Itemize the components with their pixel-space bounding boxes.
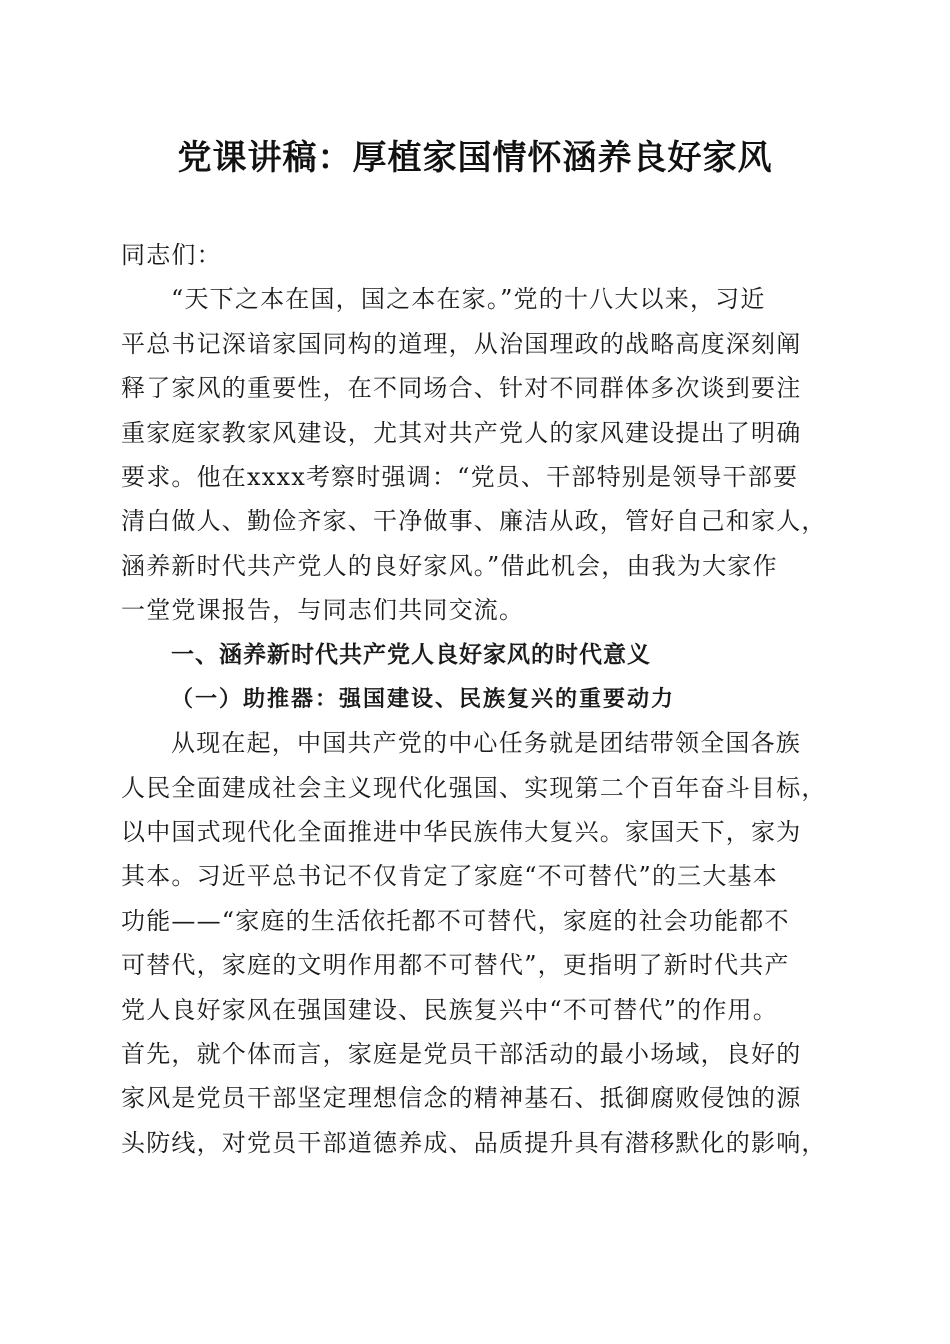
paragraph-line: 涵养新时代共产党人的良好家风。”借此机会，由我为大家作 [121,551,778,580]
paragraph-line: 首先，就个体而言，家庭是党员干部活动的最小场域，良好的 [121,1040,802,1069]
paragraph-line: 头防线，对党员干部道德养成、品质提升具有潜移默化的影响， [121,1128,827,1157]
paragraph-line: 党人良好家风在强国建设、民族复兴中“不可替代”的作用。 [121,995,778,1024]
salutation: 同志们： [121,241,222,269]
paragraph-line: 其本。习近平总书记不仅肯定了家庭“不可替代”的三大基本 [121,862,778,891]
paragraph-line: 平总书记深谙家国同构的道理，从治国理政的战略高度深刻阐 [121,329,802,358]
paragraph-line: 从现在起，中国共产党的中心任务就是团结带领全国各族 [171,729,801,758]
document-body [121,233,836,1165]
paragraph-line: 释了家风的重要性，在不同场合、针对不同群体多次谈到要注 [121,374,802,403]
document-title: 党课讲稿：厚植家国情怀涵养良好家风 [177,138,773,178]
paragraph-line: 要求。他在xxxx考察时强调：“党员、干部特别是领导干部要 [121,462,799,491]
paragraph-line: 一堂党课报告，与同志们共同交流。 [121,596,525,625]
paragraph-line: 可替代，家庭的文明作用都不可替代”，更指明了新时代共产 [121,951,790,980]
subsection-heading: （一）助推器：强国建设、民族复兴的重要动力 [171,685,676,712]
paragraph-line: 人民全面建成社会主义现代化强国、实现第二个百年奋斗目标， [121,773,827,802]
paragraph-line: 家风是党员干部坚定理想信念的精神基石、抵御腐败侵蚀的源 [121,1084,802,1113]
paragraph-line: 以中国式现代化全面推进中华民族伟大复兴。家国天下，家为 [121,818,802,847]
paragraph-line: 清白做人、勤俭齐家、干净做事、廉洁从政，管好自己和家人， [121,507,827,536]
paragraph-line: “天下之本在国，国之本在家。”党的十八大以来，习近 [171,285,766,314]
paragraph-line: 功能——“家庭的生活依托都不可替代，家庭的社会功能都不 [121,906,790,935]
paragraph-line: 重家庭家教家风建设，尤其对共产党人的家风建设提出了明确 [121,418,802,447]
section-heading: 一、涵养新时代共产党人良好家风的时代意义 [171,641,651,668]
